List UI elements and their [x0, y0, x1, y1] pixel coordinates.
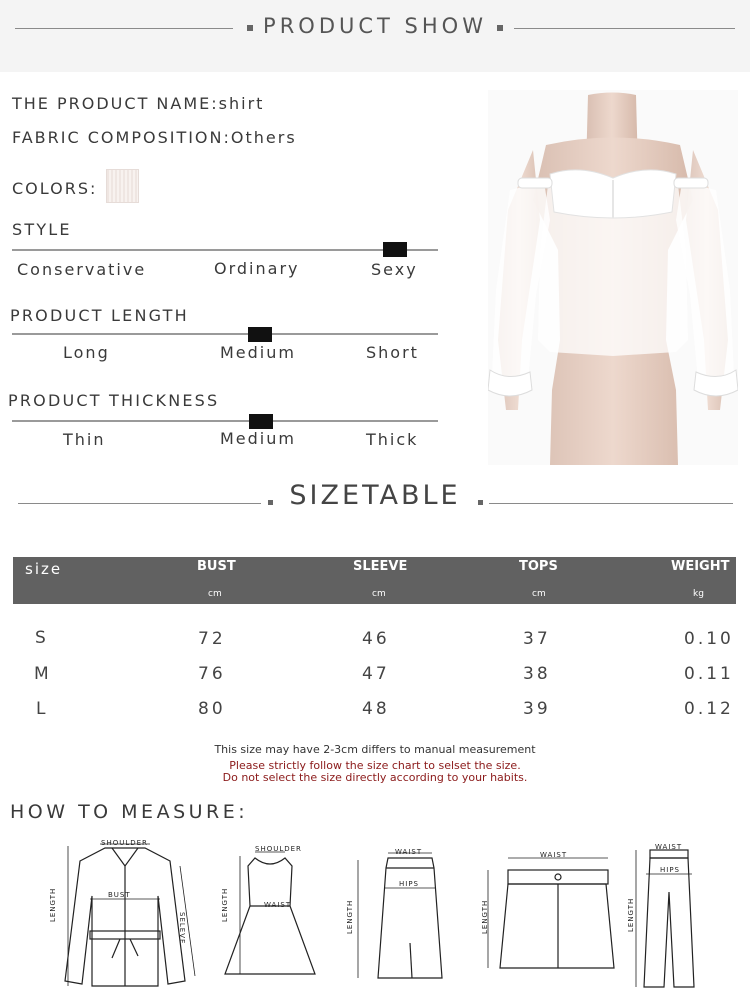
skirt-waist-label: WAIST — [395, 848, 423, 856]
product-name: THE PRODUCT NAME:shirt — [12, 94, 265, 113]
shorts-length-label: LENGTH — [481, 899, 489, 934]
header-rule-right — [514, 28, 735, 29]
row-s-tops: 37 — [523, 629, 551, 649]
sizetable-rule-right — [489, 503, 733, 504]
row-m-size: M — [34, 664, 52, 684]
header-bust: BUST — [197, 559, 236, 574]
header-tops: TOPS — [519, 559, 558, 574]
style-title: STYLE — [12, 220, 72, 239]
dress-shoulder-label: SHOULDER — [255, 845, 302, 853]
style-label-ordinary: Ordinary — [214, 259, 300, 278]
header-bust-unit: cm — [208, 589, 222, 599]
row-l-tops: 39 — [523, 699, 551, 719]
thickness-label-thin: Thin — [63, 430, 106, 449]
length-scale-line — [12, 333, 438, 335]
row-l-sleeve: 48 — [362, 699, 390, 719]
row-m-sleeve: 47 — [362, 664, 390, 684]
row-s-size: S — [35, 628, 49, 648]
pants-waist-label: WAIST — [655, 843, 683, 851]
thickness-title: PRODUCT THICKNESS — [8, 391, 220, 410]
size-warning-1: Please strictly follow the size chart to selset the size. — [229, 759, 521, 772]
sizetable-square-right — [478, 500, 483, 505]
dress-length-label: LENGTH — [221, 887, 229, 922]
header-tops-unit: cm — [532, 589, 546, 599]
header-size: size — [25, 560, 63, 578]
row-s-weight: 0.10 — [684, 629, 734, 649]
style-scale-line — [12, 249, 438, 251]
page-title: PRODUCT SHOW — [263, 14, 487, 38]
header-square-right — [497, 25, 503, 31]
length-label-long: Long — [63, 343, 110, 362]
dress-diagram — [220, 846, 320, 986]
skirt-length-label: LENGTH — [346, 899, 354, 934]
colors-label: COLORS: — [12, 179, 98, 198]
jacket-bust-label: BUST — [108, 891, 131, 899]
header-weight: WEIGHT — [671, 559, 730, 574]
shorts-diagram — [478, 850, 618, 980]
header-sleeve-unit: cm — [372, 589, 386, 599]
dress-waist-label: WAIST — [264, 901, 292, 909]
sizetable-title: SIZETABLE — [289, 480, 461, 511]
length-title: PRODUCT LENGTH — [10, 306, 189, 325]
size-warning-2: Do not select the size directly according to your habits. — [222, 771, 528, 784]
row-s-bust: 72 — [198, 629, 226, 649]
product-photo — [488, 90, 738, 465]
row-s-sleeve: 46 — [362, 629, 390, 649]
style-label-conservative: Conservative — [17, 260, 147, 279]
style-marker — [383, 242, 407, 257]
skirt-diagram — [350, 848, 450, 988]
how-to-measure-title: HOW TO MEASURE: — [10, 801, 249, 823]
header-weight-unit: kg — [693, 589, 704, 599]
measurement-note: This size may have 2-3cm differs to manual measurement — [214, 743, 536, 756]
fabric-composition: FABRIC COMPOSITION:Others — [12, 128, 297, 147]
jacket-sleeve-label: SELEVE — [178, 912, 186, 945]
shorts-waist-label: WAIST — [540, 851, 568, 859]
jacket-shoulder-label: SHOULDER — [101, 839, 148, 847]
row-l-size: L — [36, 699, 49, 719]
thickness-scale-line — [12, 420, 438, 422]
row-l-weight: 0.12 — [684, 699, 734, 719]
length-marker — [248, 327, 272, 342]
row-m-weight: 0.11 — [684, 664, 734, 684]
length-label-short: Short — [366, 343, 419, 362]
jacket-length-label: LENGTH — [49, 887, 57, 922]
pants-hips-label: HIPS — [660, 866, 680, 874]
size-table-header — [13, 557, 736, 604]
color-swatch[interactable] — [106, 169, 139, 203]
row-m-tops: 38 — [523, 664, 551, 684]
header-sleeve: SLEEVE — [353, 559, 408, 574]
length-label-medium: Medium — [220, 343, 296, 362]
thickness-label-medium: Medium — [220, 429, 296, 448]
row-m-bust: 76 — [198, 664, 226, 684]
style-label-sexy: Sexy — [371, 260, 418, 279]
pants-length-label: LENGTH — [627, 897, 635, 932]
thickness-label-thick: Thick — [366, 430, 419, 449]
row-l-bust: 80 — [198, 699, 226, 719]
pants-diagram — [628, 842, 708, 992]
skirt-hips-label: HIPS — [399, 880, 419, 888]
thickness-marker — [249, 414, 273, 429]
